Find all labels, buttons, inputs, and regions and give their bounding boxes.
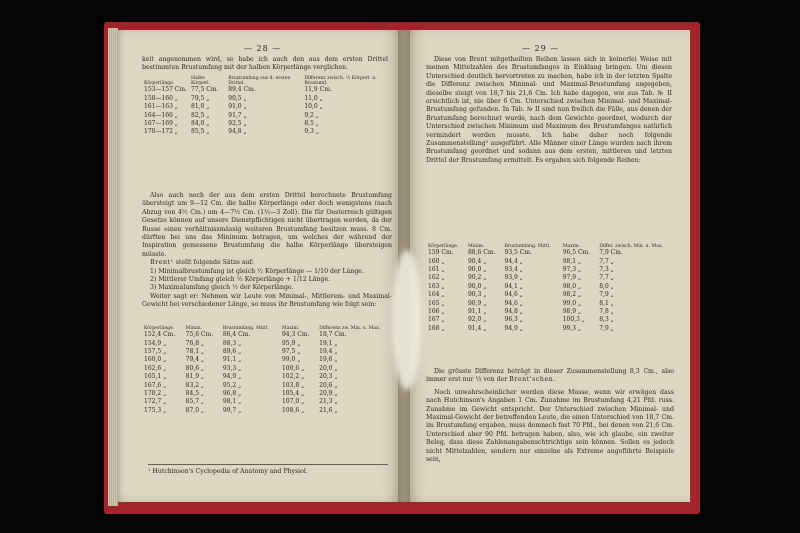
table-header: Differenz zwisch. ½ Körperl. u. Brustumf. (304, 76, 377, 87)
table-header: Minim. (185, 326, 203, 331)
table-cell: 153—157 Cm. (144, 86, 187, 94)
page-edges (108, 28, 118, 506)
table-header: Maxim. (281, 326, 300, 331)
table-cell: 20,3 „ (319, 373, 338, 381)
table-cell: 89,4 Cm. (228, 86, 256, 94)
table-row (142, 340, 394, 348)
page-stain (392, 250, 422, 390)
table-cell: 102,2 „ (281, 373, 305, 381)
table-cell: 90,0 „ (467, 266, 487, 274)
right-para-3: Noch unwahrscheinlicher werden diese Masse, wenn wir erwägen dass nach Hutchinson's Angaben 1 Cm. Zunahme im Brustumfang 4,21 Pfd. russ. Zunahme im Gewicht entspricht. Der Unterschied zwischen Minimal- und Maximal-Gewicht der betreffenden Leute, die einen Unterschied von 18,7 Cm. im Brustumfang ergaben, muss demnach fast 70 Pfd., bei denen von 21,6 Cm. Unterschied aber 90 Pfd. betragen haben, also, wie ich glaube, ein zweiter Beleg, dass diese Zahlenangabenschtrichtige sein können. Sollen es jedoch nicht Mittelzahlen, sondern nur einzelne als Extreme angeführte Beispiele sein, (426, 388, 674, 464)
left-para-1: Also auch noch der aus dem ersten Drittel berechnete Brustumfang übersteigt um 9—12 Cm. die halbe Körperlänge oder doch wenigstens (nach Abzug von 4½ Cm.) um 4—7½ Cm. (1½—3 Zoll). Die für Oesterreich gültigen Gesetze können auf unsere Dienstpflichtigen nicht übertragen werden, da der Russe einen verhältnissmässig weiteren Brustumfang besitzen muss. 8 Cm. dürften bei uns das Minimum betragen, um welches der während der Inspiration gemessene Brustumfang die halbe Körperlänge übersteigen müsste. (142, 192, 392, 258)
table-cell: 85,7 „ (185, 398, 205, 406)
list-item: 1) Minimalbrustumfang ist gleich ½ Körperlänge — 1/10 der Länge. (150, 267, 364, 275)
table-cell: 98,1 „ (562, 257, 582, 265)
table-cell: 88,3 „ (222, 339, 242, 347)
table-cell: 163 „ (428, 282, 445, 290)
table-row (142, 356, 394, 364)
table-cell: 94,4 „ (504, 257, 523, 265)
table-cell: 105,4 „ (281, 390, 305, 398)
table-cell: 98,2 „ (562, 291, 582, 299)
table-row (426, 316, 676, 324)
table-cell: 90,4 „ (467, 257, 487, 265)
table-cell: 9,3 „ (304, 128, 319, 136)
page-number-left: — 28 — (244, 44, 282, 53)
right-para-1: Diese von Brent mitgetheilten Reihen lassen sich in keinerlei Weise mit meinen Mittelzahlen des Brustumfanges in Einklang bringen. Um diesen Unterschied deutlich hervortreten zu machen, habe ich in der letzten Spalte die Differenz zwischen Minimal- und Maximal-Brustumfang angegeben, dieselbe steigt von 18,7 bis 21,6 Cm. Ich habe dagegen, wie aus Tab. № II ersichtlich ist, nie über 6 Cm. Unterschied zwischen Minimal- und Maximal-Brustumfang gefunden. In Tab. № II sind nun freilich die Fälle, aus denen der Brustumfang berechnet wurde, nach dem Gewichte geordnet, wodurch der Unterschied zwischen Minimum und Maximum des Brustumfanges natürlich vermindert werden musste. Ich habe daher noch folgende Zusammenstellung² ausgeführt. Alle Männer einer Länge wurden nach ihrem Brustumfang geordnet und sodann aus dem ersten, mittleren und letzten Drittel der Brustumfang ermittelt. Es ergaben sich folgende Reihen: (426, 56, 672, 164)
table-cell: 99,0 „ (562, 299, 582, 307)
table-cell: 108,6 „ (281, 406, 305, 414)
table-cell: 99,7 „ (222, 406, 242, 414)
table-row (426, 266, 676, 274)
table-cell: 19,1 „ (319, 339, 338, 347)
table-cell: 7,8 „ (599, 308, 614, 316)
table-cell: 93,4 „ (504, 266, 523, 274)
table-row (142, 407, 394, 415)
table-header: Körperlänge. (144, 326, 175, 331)
table-cell: 96,5 Cm. (562, 249, 591, 257)
table-cell: 98,1 „ (222, 398, 242, 406)
table-cell: 18,7 Cm. (319, 331, 347, 339)
table-cell: 7,9 „ (599, 291, 614, 299)
table-cell: 94,3 Cm. (281, 331, 310, 339)
table-cell: 170,2 „ (144, 390, 167, 398)
table-cell: 82,5 „ (191, 111, 210, 119)
left-para-3: Weiter sagt er: Nehmen wir Leute von Minimal-, Mittlerem- und Maximal-Gewicht bei verschiedener Länge, so muss ihr Brustumfang wie folgt sein: (142, 292, 392, 309)
table-row (142, 128, 392, 136)
table-cell: 9,2 „ (304, 111, 319, 119)
table-cell: 79,5 „ (191, 94, 210, 102)
table-cell: 162,6 „ (144, 364, 167, 372)
table-cell: 93,3 „ (222, 364, 242, 372)
table-cell: 160,0 „ (144, 356, 167, 364)
table-cell: 92,0 „ (467, 316, 487, 324)
right-page (404, 30, 690, 502)
table-header: Brustumfang. Mittl. (222, 326, 269, 331)
table-cell: 99,0 „ (281, 356, 301, 364)
list-item: 2) Mittlerer Umfang gleich ½ Körperlänge + 1/12 Länge. (150, 276, 331, 284)
author-brent-ref: Brent'schen. (509, 376, 556, 384)
table-cell: 164—166 „ (144, 111, 178, 119)
left-para-2: stellt folgende Sätze auf: (175, 259, 254, 267)
table-cell: 91,4 „ (467, 324, 487, 332)
table-cell: 162 „ (428, 274, 445, 282)
table-cell: 7,9 „ (599, 324, 614, 332)
table-cell: 8,5 „ (304, 120, 319, 128)
table-cell: 94,6 „ (504, 299, 523, 307)
table-cell: 21,6 „ (319, 406, 338, 414)
table-cell: 103,8 „ (281, 381, 305, 389)
table-cell: 91,0 „ (228, 103, 247, 111)
table-header: Halbe Körperl. (191, 76, 211, 87)
table-row (142, 390, 394, 398)
table-row (142, 112, 392, 120)
table-row (142, 120, 392, 128)
table-cell: 19,4 „ (319, 348, 338, 356)
table-cell: 21,3 „ (319, 398, 338, 406)
table-cell: 157,5 „ (144, 348, 167, 356)
table-header: Differ. zwisch. Min. u. Max. (599, 244, 664, 249)
table-cell: 81,9 „ (185, 373, 205, 381)
table-cell: 94,8 „ (228, 128, 247, 136)
table-cell: 76,8 „ (185, 339, 205, 347)
table-cell: 94,8 „ (504, 308, 523, 316)
footnote: ¹ Hutchinson's Cyclopedia of Anatomy and Physiol. (148, 464, 388, 475)
table-cell: 170—172 „ (144, 128, 178, 136)
table-cell: 158—160 „ (144, 94, 178, 102)
table-header: Körperlänge. (428, 244, 459, 249)
table-cell: 160 „ (428, 257, 445, 265)
table-cell: 161—163 „ (144, 103, 178, 111)
table-cell: 7,7 „ (599, 274, 614, 282)
table-row (142, 103, 392, 111)
table-cell: 97,5 „ (281, 348, 301, 356)
left-page (118, 30, 404, 502)
table-cell: 83,2 „ (185, 381, 205, 389)
table-cell: 98,9 „ (562, 308, 582, 316)
table-row (142, 95, 392, 103)
table-header: Körperlänge. (144, 81, 175, 87)
table-cell: 7,7 „ (599, 257, 614, 265)
table-cell: 89,6 „ (222, 348, 242, 356)
table-cell: 79,4 „ (185, 356, 205, 364)
table-cell: 166 „ (428, 308, 445, 316)
table-cell: 87,0 „ (185, 406, 205, 414)
table-row (426, 300, 676, 308)
table-cell: 77,5 Cm. (191, 86, 219, 94)
table-cell: 91,1 „ (467, 308, 487, 316)
table-cell: 8,3 „ (599, 316, 614, 324)
table-cell: 100,3 „ (562, 316, 585, 324)
table-cell: 95,9 „ (281, 339, 301, 347)
table-header: Maxim. (562, 244, 581, 249)
table-cell: 80,6 „ (185, 364, 205, 372)
table-cell: 88,6 Cm. (467, 249, 496, 257)
table-cell: 7,3 „ (599, 266, 614, 274)
table-cell: 8,0 „ (599, 282, 614, 290)
table-cell: 161 „ (428, 266, 445, 274)
table-cell: 97,9 „ (562, 274, 582, 282)
table-row (426, 258, 676, 266)
right-para-2: Die grösste Differenz beträgt in dieser Zusammenstellung 8,3 Cm., also immer erst nur ⅓ von der (426, 368, 674, 384)
table-cell: 92,5 „ (228, 120, 247, 128)
table-cell: 96,8 „ (222, 390, 242, 398)
table-cell: 98,0 „ (562, 282, 582, 290)
table-cell: 86,4 Cm. (222, 331, 251, 339)
left-intro (142, 56, 388, 73)
table-cell: 100,6 „ (281, 364, 305, 372)
table-cell: 91,7 „ (228, 111, 247, 119)
table-cell: 90,3 „ (467, 291, 487, 299)
table-cell: 94,6 „ (504, 291, 523, 299)
page-number-right: — 29 — (522, 44, 560, 53)
table-cell: 159 Cm. (428, 249, 454, 257)
table-cell: 20,0 „ (319, 364, 338, 372)
table-row (426, 291, 676, 299)
table-header: Brustumfang. Mittl. (504, 244, 551, 249)
table-cell: 164 „ (428, 291, 445, 299)
table-row (142, 373, 394, 381)
table-cell: 96,3 „ (504, 316, 523, 324)
table-cell: 99,3 „ (562, 324, 582, 332)
table-cell: 165,1 „ (144, 373, 167, 381)
table-cell: 94,0 „ (222, 373, 242, 381)
table-cell: 10,0 „ (304, 103, 323, 111)
table-cell: 175,3 „ (144, 406, 167, 414)
right-body-bottom (426, 368, 674, 464)
right-body-top (426, 56, 672, 165)
table-row (142, 365, 394, 373)
table-cell: 165 „ (428, 299, 445, 307)
left-intro-text: keit angenommen wird, so habe ich auch den aus dem ersten Drittel bestimmten Brustumfang mit der halben Körperlänge verglichen. (142, 56, 388, 72)
table-row (426, 325, 676, 333)
table-cell: 8,1 „ (599, 299, 614, 307)
table-cell: 94,1 „ (504, 282, 523, 290)
table-cell: 85,5 „ (191, 128, 210, 136)
table-cell: 93,5 Cm. (504, 249, 532, 257)
table-cell: 75,6 Cm. (185, 331, 214, 339)
table-cell: 167,6 „ (144, 381, 167, 389)
table-cell: 81,0 „ (191, 103, 210, 111)
table-cell: 84,0 „ (191, 120, 210, 128)
table-cell: 168 „ (428, 324, 445, 332)
table-row (142, 382, 394, 390)
table-cell: 90,5 „ (228, 94, 247, 102)
table-cell: 95,2 „ (222, 381, 242, 389)
table-cell: 7,9 Cm. (599, 249, 623, 257)
table-cell: 152,4 Cm. (144, 331, 176, 339)
table-row (142, 398, 394, 406)
table-cell: 19,6 „ (319, 356, 338, 364)
table-cell: 78,1 „ (185, 348, 205, 356)
table-cell: 20,6 „ (319, 381, 338, 389)
table-row (426, 308, 676, 316)
table-cell: 11,9 Cm. (304, 86, 332, 94)
table-cell: 84,5 „ (185, 390, 205, 398)
table-cell: 90,0 „ (467, 282, 487, 290)
table-row (142, 348, 394, 356)
table-cell: 172,7 „ (144, 398, 167, 406)
table-row (426, 249, 676, 257)
table-cell: 167 „ (428, 316, 445, 324)
table-cell: 91,1 „ (222, 356, 242, 364)
table-cell: 93,9 „ (504, 274, 523, 282)
table-cell: 11,0 „ (304, 94, 323, 102)
table-cell: 20,9 „ (319, 390, 338, 398)
right-table (426, 244, 676, 333)
author-brent: Brent¹ (150, 259, 174, 267)
list-item: 3) Maximalumfang gleich ½ der Körperlänge. (150, 284, 294, 292)
table-cell: 97,3 „ (562, 266, 582, 274)
table-cell: 154,9 „ (144, 339, 167, 347)
table-cell: 94,9 „ (504, 324, 523, 332)
left-table-1 (142, 76, 392, 137)
left-table-2 (142, 326, 394, 415)
table-row (426, 274, 676, 282)
table-header: Differenz zw. Min. u. Max. (319, 326, 381, 331)
table-cell: 107,0 „ (281, 398, 305, 406)
table-cell: 90,2 „ (467, 274, 487, 282)
table-row (426, 283, 676, 291)
table-header: Brustumfang aus d. ersten Drittel. (228, 76, 291, 87)
table-row (142, 331, 394, 339)
table-row (142, 86, 392, 94)
table-cell: 167—169 „ (144, 120, 178, 128)
table-header: Minim. (467, 244, 485, 249)
left-body (142, 192, 392, 310)
table-cell: 90,9 „ (467, 299, 487, 307)
